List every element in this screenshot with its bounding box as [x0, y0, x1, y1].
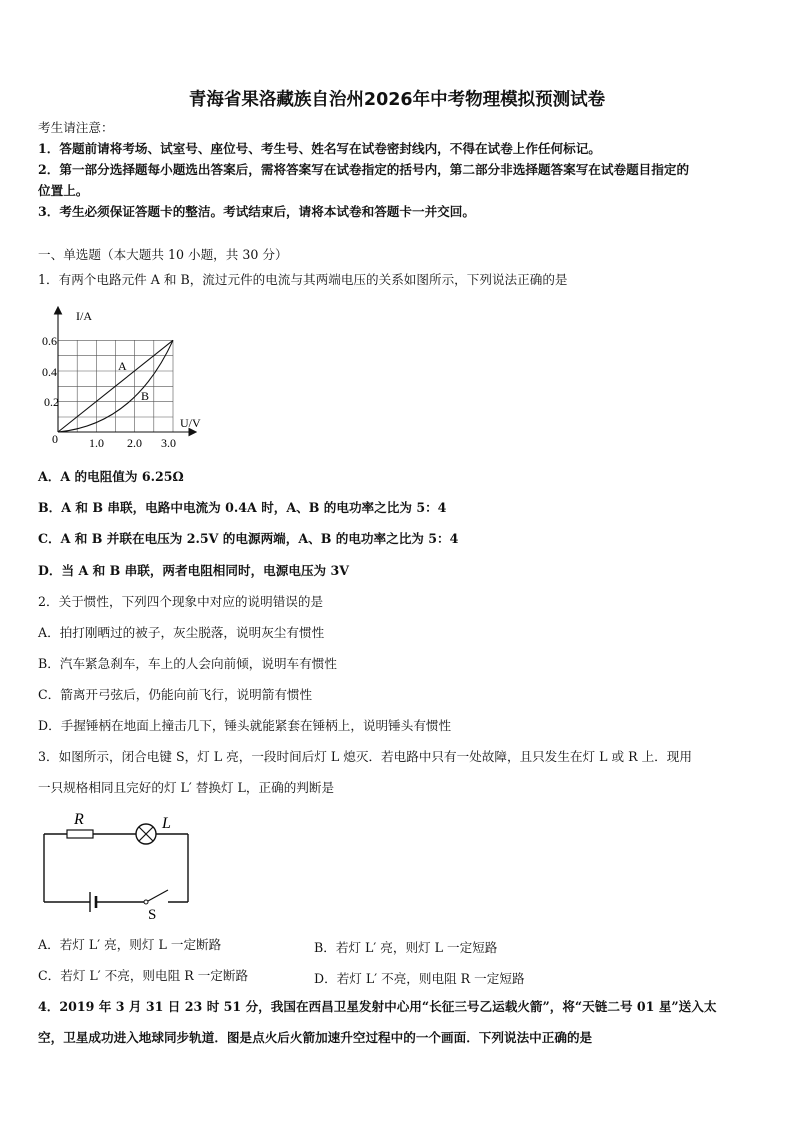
notice-item-1: 1．答题前请将考场、试室号、座位号、考生号、姓名写在试卷密封线内，不得在试卷上作任何标记。	[38, 141, 601, 156]
curve-b-label: B	[141, 389, 150, 403]
switch-label: S	[148, 907, 157, 923]
notice-item-2: 2．第一部分选择题每小题选出答案后，需将答案写在试卷指定的括号内，第二部分非选择题答案写在试卷题目指定的	[38, 162, 690, 177]
y-tick-label: 0.6	[42, 334, 57, 348]
resistor-symbol	[67, 830, 93, 838]
question-2-stem: 2．关于惯性，下列四个现象中对应的说明错误的是	[38, 594, 324, 609]
question-1-option-b: B．A 和 B 串联，电路中电流为 0.4A 时，A、B 的电功率之比为 5：4	[38, 500, 447, 515]
page-title: 青海省果洛藏族自治州2026年中考物理模拟预测试卷	[188, 90, 606, 110]
x-tick-label: 3.0	[161, 436, 176, 450]
resistor-label: R	[74, 811, 84, 828]
question-3-option-d: D．若灯 L′ 不亮，则电阻 R 一定短路	[314, 971, 525, 986]
x-tick-label: 1.0	[89, 436, 104, 450]
circuit-diagram	[38, 806, 198, 926]
question-3-option-a: A．若灯 L′ 亮，则灯 L 一定断路	[38, 937, 222, 952]
notice-item-3: 3．考生必须保证答题卡的整洁。考试结束后，请将本试卷和答题卡一并交回。	[38, 204, 475, 219]
iu-graph	[30, 300, 220, 455]
question-3-option-c: C．若灯 L′ 不亮，则电阻 R 一定断路	[38, 968, 249, 983]
section-heading: 一、单选题（本大题共 10 小题，共 30 分）	[38, 247, 288, 262]
notice-heading: 考生请注意：	[38, 120, 114, 135]
y-tick-label: 0.2	[44, 395, 59, 409]
curve-a-label: A	[118, 359, 127, 373]
question-1-stem: 1．有两个电路元件 A 和 B，流过元件的电流与其两端电压的关系如图所示，下列说法正确的是	[38, 272, 568, 287]
question-2-option-c: C．箭离开弓弦后，仍能向前飞行，说明箭有惯性	[38, 687, 313, 702]
question-3-option-b: B．若灯 L′ 亮，则灯 L 一定短路	[314, 940, 498, 955]
question-2-option-b: B．汽车紧急刹车，车上的人会向前倾，说明车有惯性	[38, 656, 337, 671]
lamp-label: L	[162, 815, 171, 832]
origin-label: 0	[52, 432, 58, 446]
question-2-option-a: A．拍打刚晒过的被子，灰尘脱落，说明灰尘有惯性	[38, 625, 325, 640]
switch-symbol	[144, 900, 148, 904]
x-tick-label: 2.0	[127, 436, 142, 450]
y-axis-label: I/A	[76, 309, 92, 323]
question-1-option-c: C．A 和 B 并联在电压为 2.5V 的电源两端，A、B 的电功率之比为 5：4	[38, 531, 459, 546]
question-2-option-d: D．手握锤柄在地面上撞击几下，锤头就能紧套在锤柄上，说明锤头有惯性	[38, 718, 452, 733]
question-3-stem-cont: 一只规格相同且完好的灯 L′ 替换灯 L，正确的判断是	[38, 780, 335, 795]
question-1-option-d: D．当 A 和 B 串联，两者电阻相同时，电源电压为 3V	[38, 563, 350, 578]
question-4-stem-cont: 空，卫星成功进入地球同步轨道．图是点火后火箭加速升空过程中的一个画面．下列说法中正确的是	[38, 1030, 593, 1045]
question-3-stem: 3．如图所示，闭合电键 S，灯 L 亮，一段时间后灯 L 熄灭．若电路中只有一处故障，且只发生在灯 L 或 R 上．现用	[38, 749, 692, 764]
y-tick-label: 0.4	[42, 365, 57, 379]
question-1-option-a: A．A 的电阻值为 6.25Ω	[38, 469, 184, 484]
x-axis-label: U/V	[180, 416, 201, 430]
question-4-stem: 4．2019 年 3 月 31 日 23 时 51 分，我国在西昌卫星发射中心用“长征三号乙运载火箭”，将“天链二号 01 星”送入太	[38, 999, 717, 1014]
notice-item-2-cont: 位置上。	[38, 183, 89, 198]
